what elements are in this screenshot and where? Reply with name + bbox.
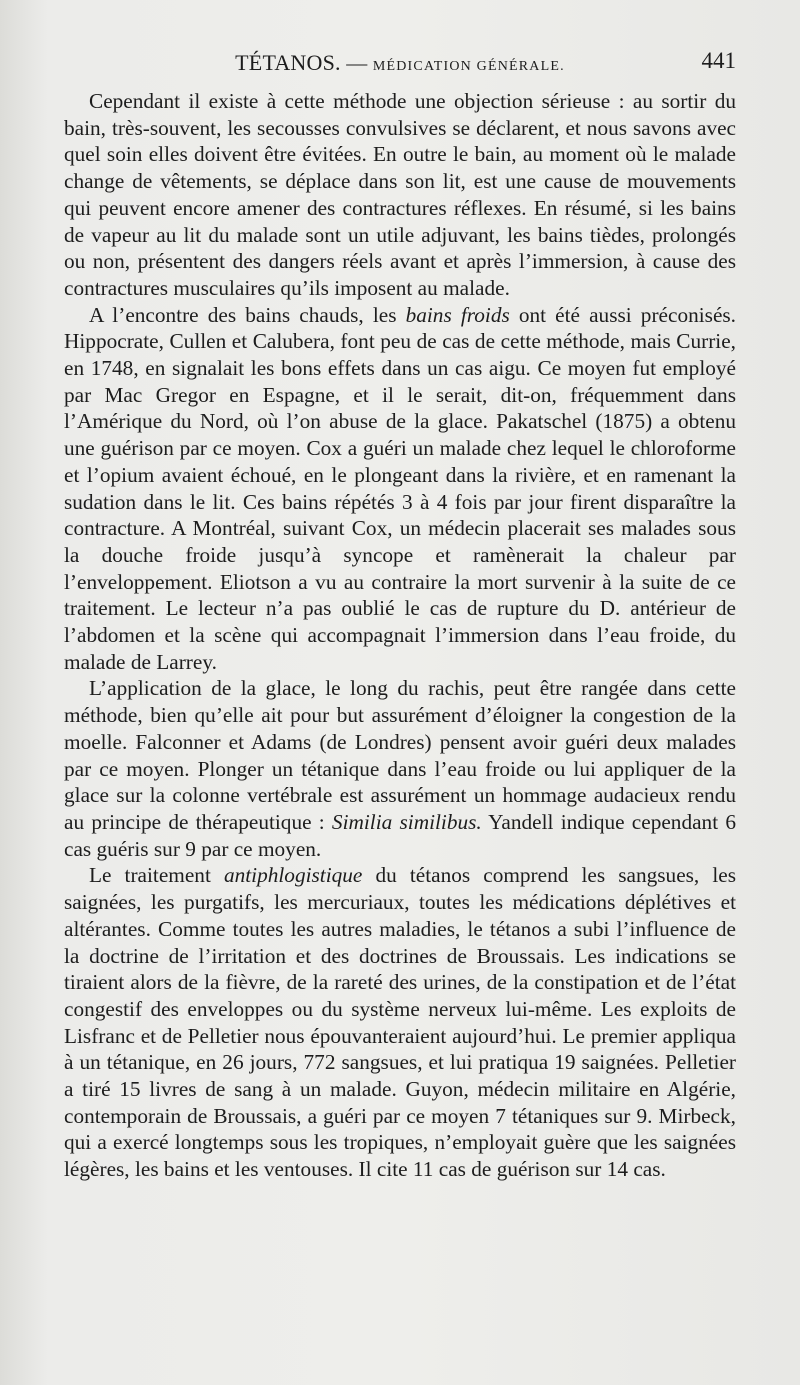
paragraph-antiphlogistique: [64, 862, 736, 1182]
italic-term: bains froids: [405, 302, 510, 327]
paragraph-text: Cependant il existe à cette méthode une objection sérieuse : au sortir du bain, très-souvent, les secousses convulsives se déclarent, et nous savons avec quel soin elles doivent être évitées. En outre le bain, au moment où le malade change de vêtements, se déplace dans son lit, est une cause de mouvements qui peuvent encore amener des contractures réflexes. En résumé, si les bains de vapeur au lit du malade sont un utile adjuvant, les bains tièdes, prolongés ou non, présentent des dangers réels avant et après l’immersion, à cause des contractures musculaires qu’ils imposent au malade.: [64, 89, 736, 300]
body-text: [64, 88, 736, 1183]
italic-term: Similia similibus.: [331, 809, 482, 834]
header-subtitle: MÉDICATION GÉNÉRALE.: [372, 59, 565, 74]
paragraph-text: L’application de la glace, le long du rachis, peut être rangée dans cette méthode, bien qu’elle ait pour but assurément d’éloigner la congestion de la moelle. Falconner et Adams (de Londres) pensent avoir guéri deux malades par ce moyen. Plonger un tétanique dans l’eau froide ou lui appliquer de la glace sur la colonne vertébrale est assurément un hommage audacieux rendu au principe de thérapeutique :: [64, 676, 736, 834]
paragraph-bains-vapeur: [64, 88, 736, 302]
running-title: [64, 50, 736, 76]
header-separator: —: [346, 51, 368, 75]
header-title: TÉTANOS.: [235, 50, 341, 75]
paragraph-text: ont été aussi préconisés. Hippocrate, Cullen et Calubera, font peu de cas de cette méthode, mais Currie, en 1748, en signalait les bons effets dans un cas aigu. Ce moyen fut employé par Mac Gregor en Espagne, et il le serait, dit-on, fréquemment dans l’Amérique du Nord, où l’on abuse de la glace. Pakatschel (1875) a obtenu une guérison par ce moyen. Cox a guéri un malade chez lequel le chloroforme et l’opium avaient échoué, en le plongeant dans la rivière, et en ramenant la sudation dans le lit. Ces bains répétés 3 à 4 fois par jour firent disparaître la contracture. A Montréal, suivant Cox, un médecin placerait ses malades sous la douche froide jusqu’à syncope et ramènerait la chaleur par l’enveloppement. Eliotson a vu au contraire la mort survenir à la suite de ce traitement. Le lecteur n’a pas oublié le cas de rupture du D. antérieur de l’abdomen et la scène qui accompagnait l’immersion dans l’eau froide, du malade de Larrey.: [64, 302, 737, 674]
italic-term: antiphlogistique: [223, 863, 363, 888]
paragraph-text: Yandell indique cependant 6 cas guéris sur 9 par ce moyen.: [64, 809, 736, 861]
paragraph-glace: [64, 675, 736, 862]
running-header: [64, 46, 736, 78]
paragraph-text: A l’encontre des bains chauds, les: [89, 302, 406, 327]
paragraph-bains-froids: [64, 302, 736, 676]
paragraph-text: Le traitement: [89, 863, 224, 888]
page-number: 441: [701, 48, 736, 73]
paragraph-text: du tétanos comprend les sangsues, les saignées, les purgatifs, les mercuriaux, toutes les médications déplétives et altérantes. Comme toutes les autres maladies, le tétanos a subi l’influence de la doctrine de l’irritation et des doctrines de Broussais. Les indications se tiraient alors de la fièvre, de la rareté des urines, de la constipation et de l’état congestif des enveloppes ou du système nerveux lui-même. Les exploits de Lisfranc et de Pelletier nous épouvanteraient aujourd’hui. Le premier appliqua à un tétanique, en 26 jours, 772 sangsues, et lui pratiqua 19 saignées. Pelletier a tiré 15 livres de sang à un malade. Guyon, médecin militaire en Algérie, contemporain de Broussais, a guéri par ce moyen 7 tétaniques sur 9. Mirbeck, qui a exercé longtemps sous les tropiques, n’employait guère que les saignées légères, les bains et les ventouses. Il cite 11 cas de guérison sur 14 cas.: [64, 863, 736, 1182]
